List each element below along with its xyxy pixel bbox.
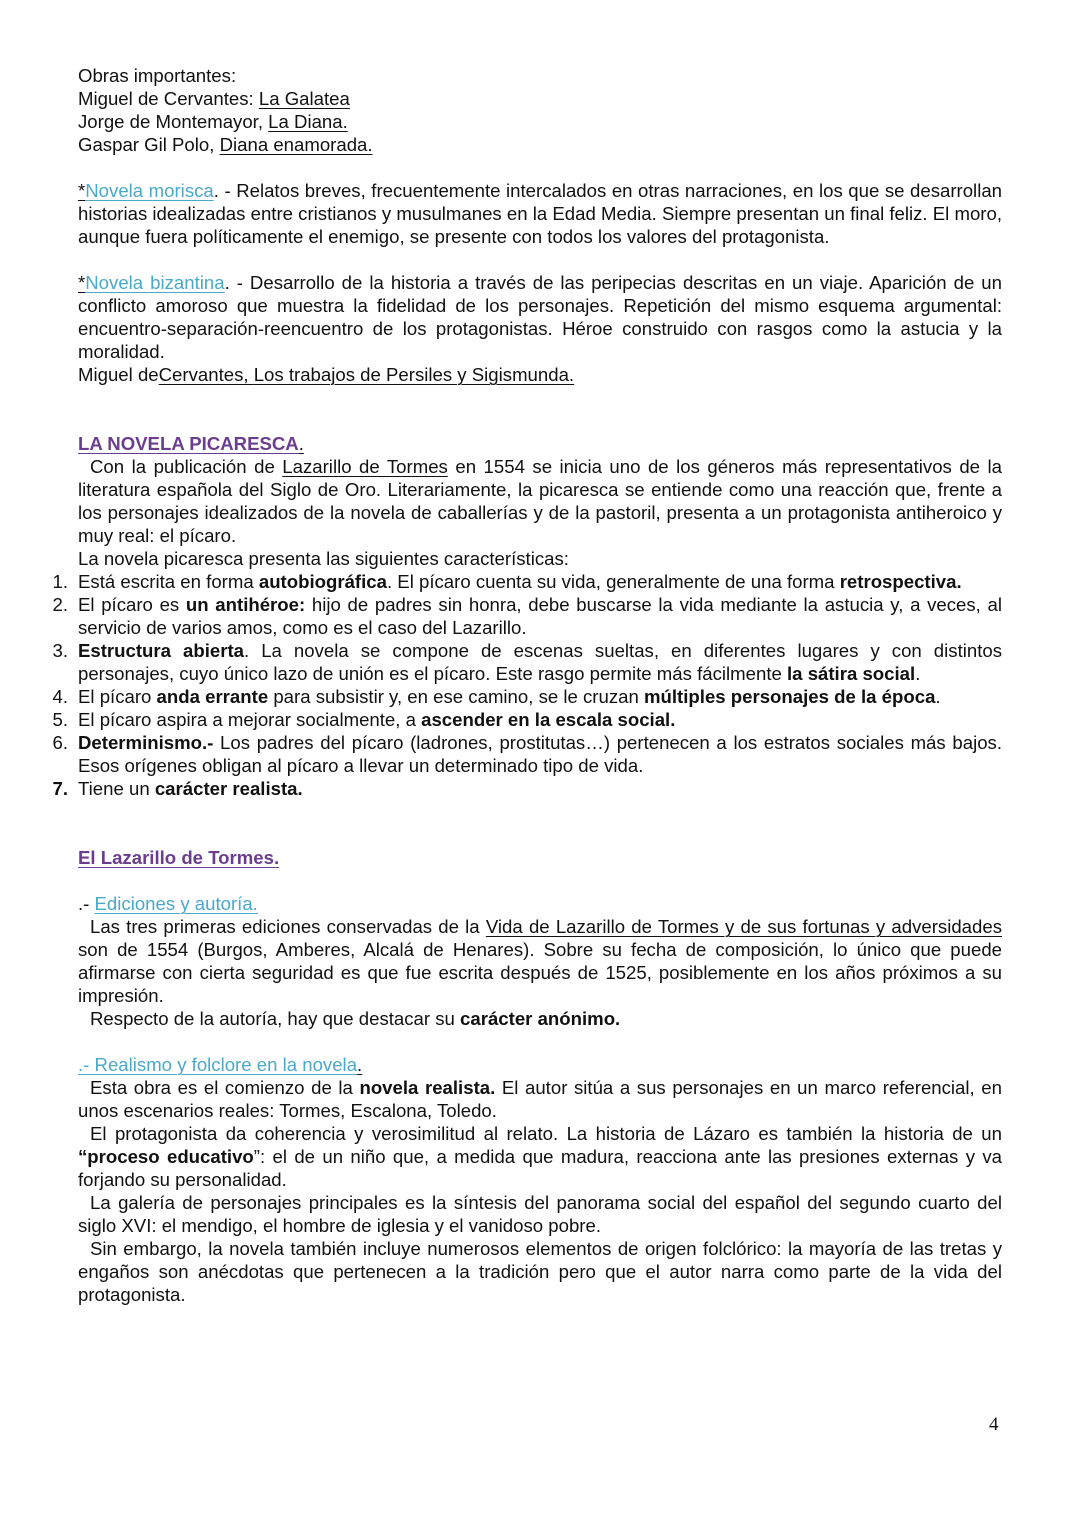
realismo-subheading: .- Realismo y folclore en la novela. — [78, 1054, 363, 1075]
work-title: Diana enamorada. — [219, 134, 373, 155]
work-title: La Diana. — [268, 111, 348, 132]
obras-line: Jorge de Montemayor, La Diana. — [78, 111, 348, 132]
autoria-paragraph: Respecto de la autoría, hay que destacar su carácter anónimo. — [90, 1008, 621, 1029]
ediciones-link[interactable]: Ediciones y autoría. — [94, 893, 258, 914]
realismo-paragraph-4: Sin embargo, la novela también incluye numerosos elementos de origen folclórico: la mayoría de las tretas y engaños son anécdotas que pertenecen a la tradición pero que el autor narra como parte de la vida del protagonista. — [78, 1238, 1002, 1305]
realismo-link[interactable]: .- Realismo y folclore en la novela — [78, 1054, 358, 1075]
list-item: 1. Está escrita en forma autobiográfica. El pícaro cuenta su vida, generalmente de una forma retrospectiva. — [52, 571, 962, 592]
picaresca-intro: Con la publicación de Lazarillo de Tormes en 1554 se inicia uno de los géneros más representativos de la literatura española del Siglo de Oro. Literariamente, la picaresca se entiende como una reacción que, frente a los personajes idealizados de la novela de caballerías y de la pastoril, presenta a un protagonista antiheroico y muy real: el pícaro. — [78, 456, 1002, 546]
characteristics-list — [52, 570, 1003, 800]
list-item: 2. El pícaro es un antihéroe: hijo de padres sin honra, debe buscarse la vida mediante la astucia y, a veces, al servicio de varios amos, como es el caso del Lazarillo. — [52, 594, 1002, 638]
novela-bizantina-paragraph: *Novela bizantina. - Desarrollo de la historia a través de las peripecias descritas en un viaje. Aparición de un conflicto amoroso que muestra la fidelidad de los personajes. Repetición del mismo esquema argumental: encuentro-separación-reencuentro de los protagonistas. Héroe construido con rasgos como la astucia y la moralidad. — [78, 272, 1002, 362]
work-title: Vida de Lazarillo de Tormes y de sus fortunas y adversidades — [485, 916, 1002, 937]
ediciones-subheading: .- Ediciones y autoría. — [78, 893, 258, 914]
list-item: 6. Determinismo.- Los padres del pícaro (ladrones, prostitutas…) pertenecen a los estratos sociales más bajos. Esos orígenes obligan al pícaro a llevar un determinado tipo de vida. — [52, 732, 1002, 776]
novela-morisca-paragraph: *Novela morisca. - Relatos breves, frecuentemente intercalados en otras narraciones, en los que se desarrollan historias idealizadas entre cristianos y musulmanes en la Edad Media. Siempre presentan un final feliz. El moro, aunque fuera políticamente el enemigo, se presente con todos los valores del protagonista. — [78, 180, 1003, 247]
page-number: 4 — [989, 1414, 999, 1435]
document-page — [52, 64, 1003, 1306]
picaresca-lead: La novela picaresca presenta las siguientes características: — [78, 548, 569, 569]
list-item: 7. Tiene un carácter realista. — [52, 778, 303, 799]
obras-line: Miguel de Cervantes: La Galatea — [78, 88, 350, 109]
realismo-paragraph-3: La galería de personajes principales es la síntesis del panorama social del español del segundo cuarto del siglo XVI: el mendigo, el hombre de iglesia y el vanidoso pobre. — [78, 1192, 1002, 1236]
work-title: La Galatea — [258, 88, 350, 109]
list-item: 3. Estructura abierta. La novela se compone de escenas sueltas, en diferentes lugares y con distintos personajes, cuyo único lazo de unión es el pícaro. Este rasgo permite más fácilmente la sátira social. — [52, 640, 1003, 684]
ediciones-paragraph: Las tres primeras ediciones conservadas de la Vida de Lazarillo de Tormes y de sus fortunas y adversidades son de 1554 (Burgos, Amberes, Alcalá de Henares). Sobre su fecha de composición, lo único que puede afirmarse con cierta seguridad es que fue escrita después de 1525, posiblemente en los años próximos a su impresión. — [78, 916, 1002, 1006]
work-title: Lazarillo de Tormes — [282, 456, 448, 477]
novela-morisca-link[interactable]: Novela morisca — [85, 180, 214, 201]
bizantina-work-line: Miguel deCervantes, Los trabajos de Persiles y Sigismunda. — [78, 364, 575, 385]
obras-line: Gaspar Gil Polo, Diana enamorada. — [78, 134, 373, 155]
novela-bizantina-link[interactable]: Novela bizantina — [85, 272, 225, 293]
obras-heading: Obras importantes: — [78, 65, 237, 86]
list-item: 5. El pícaro aspira a mejorar socialmente, a ascender en la escala social. — [52, 709, 676, 730]
list-item: 4. El pícaro anda errante para subsistir y, en ese camino, se le cruzan múltiples personajes de la época. — [52, 686, 941, 707]
lazarillo-heading: El Lazarillo de Tormes. — [78, 847, 280, 868]
realismo-paragraph-2: El protagonista da coherencia y verosimilitud al relato. La historia de Lázaro es también la historia de un “proceso educativo”: el de un niño que, a medida que madura, reacciona ante las presiones externas y va forjando su personalidad. — [78, 1123, 1002, 1190]
realismo-paragraph-1: Esta obra es el comienzo de la novela realista. El autor sitúa a sus personajes en un marco referencial, en unos escenarios reales: Tormes, Escalona, Toledo. — [78, 1077, 1002, 1121]
picaresca-heading: LA NOVELA PICARESCA. — [78, 433, 304, 454]
work-title: Los trabajos de Persiles y Sigismunda. — [253, 364, 575, 385]
